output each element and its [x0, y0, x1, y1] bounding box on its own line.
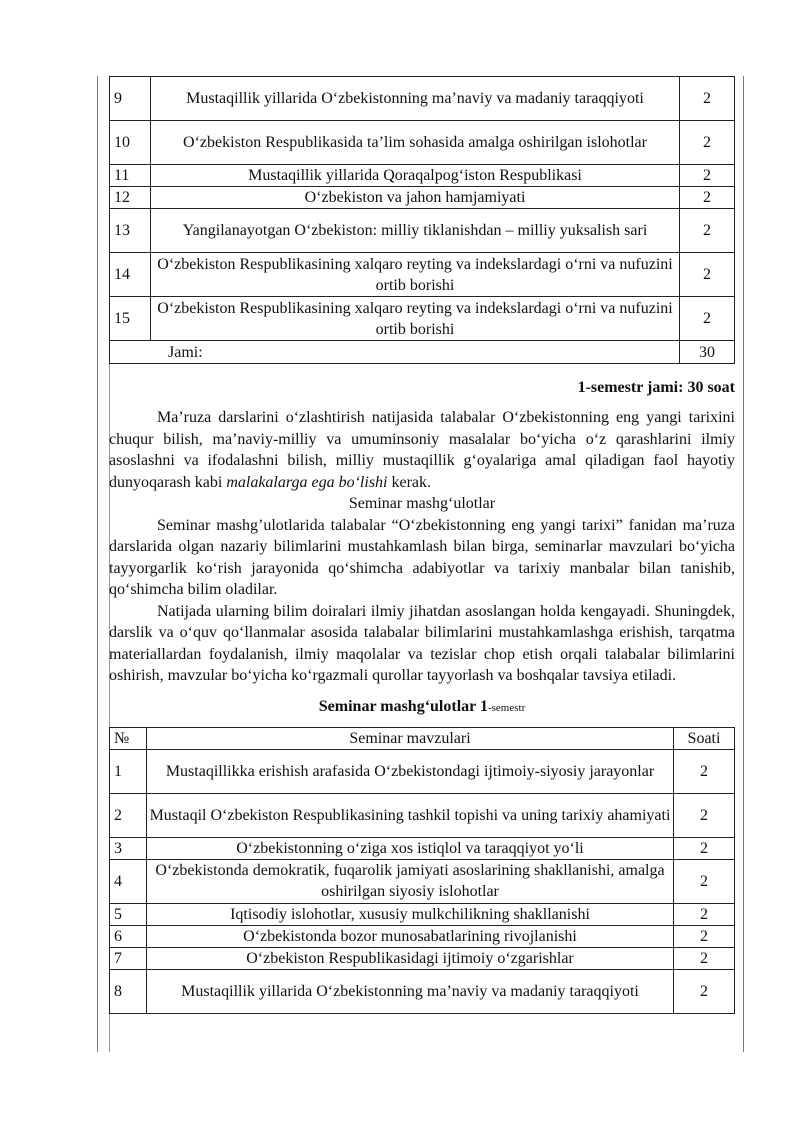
paragraph-lecture-outcome [109, 407, 735, 493]
row-number: 12 [110, 187, 151, 209]
table-row [110, 297, 735, 341]
header-hours: Soati [674, 727, 735, 749]
paragraph-italic-text: malakalarga ega bo‘lishi [226, 473, 388, 491]
table-row [110, 837, 735, 859]
seminar-table-title-text: Seminar mashg‘ulotlar 1 [318, 697, 488, 715]
total-label: Jami: [110, 341, 680, 364]
lecture-topics-table [109, 76, 735, 364]
seminar-topics-table [109, 727, 735, 1014]
row-topic: Iqtisodiy islohotlar, xususiy mulkchilikning shakllanishi [147, 903, 674, 925]
table-row [110, 187, 735, 209]
row-hours: 2 [674, 793, 735, 837]
table-row [110, 77, 735, 121]
table-row [110, 859, 735, 903]
table-row [110, 925, 735, 947]
row-topic: O‘zbekiston Respublikasida ta’lim sohasida amalga oshirilgan islohotlar [151, 121, 680, 165]
row-number: 10 [110, 121, 151, 165]
row-number: 11 [110, 165, 151, 187]
table-row [110, 793, 735, 837]
table-row [110, 209, 735, 253]
table-row [110, 121, 735, 165]
row-number: 14 [110, 253, 151, 297]
row-number: 6 [110, 925, 147, 947]
row-hours: 2 [680, 187, 735, 209]
row-number: 7 [110, 947, 147, 969]
total-value: 30 [680, 341, 735, 364]
paragraph-seminar-intro: Seminar mashg’ulotlarida talabalar “O‘zbekistonning eng yangi tarixi” fanidan ma’ruza darslarida olgan nazariy bilimlarini mustahkamlash bilan birga, seminarlar mavzulari bo‘yicha tayyorgarlik ko‘rish jarayonida qo‘shimcha adabiyotlar va tarixiy manbalar bilan tanishib, qo‘shimcha bilim oladilar. [109, 516, 735, 598]
paragraph-text: Ma’ruza darslarini o‘zlashtirish natijasida talabalar O‘zbekistonning eng yangi tarixini chuqur bilish, ma’naviy-milliy va umuminsoniy masalalar bo‘yicha o‘z qarashlarini ilmiy asoslashni va ifodalashni bilish, milliy mustaqillik g‘oyalariga amal qiladigan faol hayotiy dunyoqarash kabi [109, 409, 735, 491]
row-hours: 2 [680, 209, 735, 253]
table-total-row [110, 341, 735, 364]
table-row [110, 749, 735, 793]
row-topic: Mustaqillik yillarida O‘zbekistonning ma’naviy va madaniy taraqqiyoti [147, 969, 674, 1013]
paragraph-seminar-result: Natijada ularning bilim doiralari ilmiy jihatdan asoslangan holda kengayadi. Shuningdek, darslik va o‘quv qo‘llanmalar asosida talabalar bilimlarini mustahkamlashga erishish, tarqatma materiallardan foydalanish, ilmiy maqolalar va tezislar chop etish orqali talabalar bilimlarini oshirish, mavzular bo‘yicha ko‘rgazmali qurollar tayyorlash va boshqalar tavsiya etiladi. [109, 602, 735, 684]
row-topic: Mustaqillik yillarida Qoraqalpog‘iston Respublikasi [151, 165, 680, 187]
row-topic: O‘zbekiston Respublikasining xalqaro reyting va indekslardagi o‘rni va nufuzini ortib borishi [151, 253, 680, 297]
row-number: 5 [110, 903, 147, 925]
row-number: 1 [110, 749, 147, 793]
table-row [110, 253, 735, 297]
row-topic: Mustaqillikka erishish arafasida O‘zbekistondagi ijtimoiy-siyosiy jarayonlar [147, 749, 674, 793]
row-number: 2 [110, 793, 147, 837]
row-number: 15 [110, 297, 151, 341]
row-topic: O‘zbekistonda bozor munosabatlarining rivojlanishi [147, 925, 674, 947]
row-hours: 2 [680, 121, 735, 165]
header-topic: Seminar mavzulari [147, 727, 674, 749]
row-number: 13 [110, 209, 151, 253]
row-number: 8 [110, 969, 147, 1013]
row-hours: 2 [674, 947, 735, 969]
seminar-heading: Seminar mashg‘ulotlar [348, 495, 496, 512]
row-topic: O‘zbekiston va jahon hamjamiyati [151, 187, 680, 209]
table-row [110, 903, 735, 925]
row-hours: 2 [674, 859, 735, 903]
seminar-table-title-suffix: -semestr [487, 701, 526, 714]
table-row [110, 947, 735, 969]
row-topic: O‘zbekistonda demokratik, fuqarolik jamiyati asoslarining shakllanishi, amalga oshirilgan siyosiy islohotlar [147, 859, 674, 903]
row-hours: 2 [680, 77, 735, 121]
row-hours: 2 [680, 253, 735, 297]
row-topic: Mustaqillik yillarida O‘zbekistonning ma’naviy va madaniy taraqqiyoti [151, 77, 680, 121]
header-number: № [110, 727, 147, 749]
document-content [109, 76, 735, 1014]
row-topic: Mustaqil O‘zbekiston Respublikasining tashkil topishi va uning tarixiy ahamiyati [147, 793, 674, 837]
row-topic: O‘zbekiston Respublikasidagi ijtimoiy o‘zgarishlar [147, 947, 674, 969]
row-hours: 2 [674, 837, 735, 859]
semester-total: 1-semestr jami: 30 soat [577, 379, 735, 396]
table-header-row [110, 727, 735, 749]
row-hours: 2 [674, 903, 735, 925]
row-number: 3 [110, 837, 147, 859]
row-hours: 2 [680, 165, 735, 187]
row-number: 9 [110, 77, 151, 121]
seminar-table-title [109, 696, 735, 719]
row-hours: 2 [674, 925, 735, 947]
row-number: 4 [110, 859, 147, 903]
row-hours: 2 [674, 969, 735, 1013]
row-hours: 2 [680, 297, 735, 341]
row-topic: Yangilanayotgan O‘zbekiston: milliy tiklanishdan – milliy yuksalish sari [151, 209, 680, 253]
row-topic: O‘zbekistonning o‘ziga xos istiqlol va taraqqiyot yo‘li [147, 837, 674, 859]
row-hours: 2 [674, 749, 735, 793]
table-row [110, 165, 735, 187]
row-topic: O‘zbekiston Respublikasining xalqaro reyting va indekslardagi o‘rni va nufuzini ortib borishi [151, 297, 680, 341]
table-row [110, 969, 735, 1013]
paragraph-text-end: kerak. [387, 473, 432, 491]
